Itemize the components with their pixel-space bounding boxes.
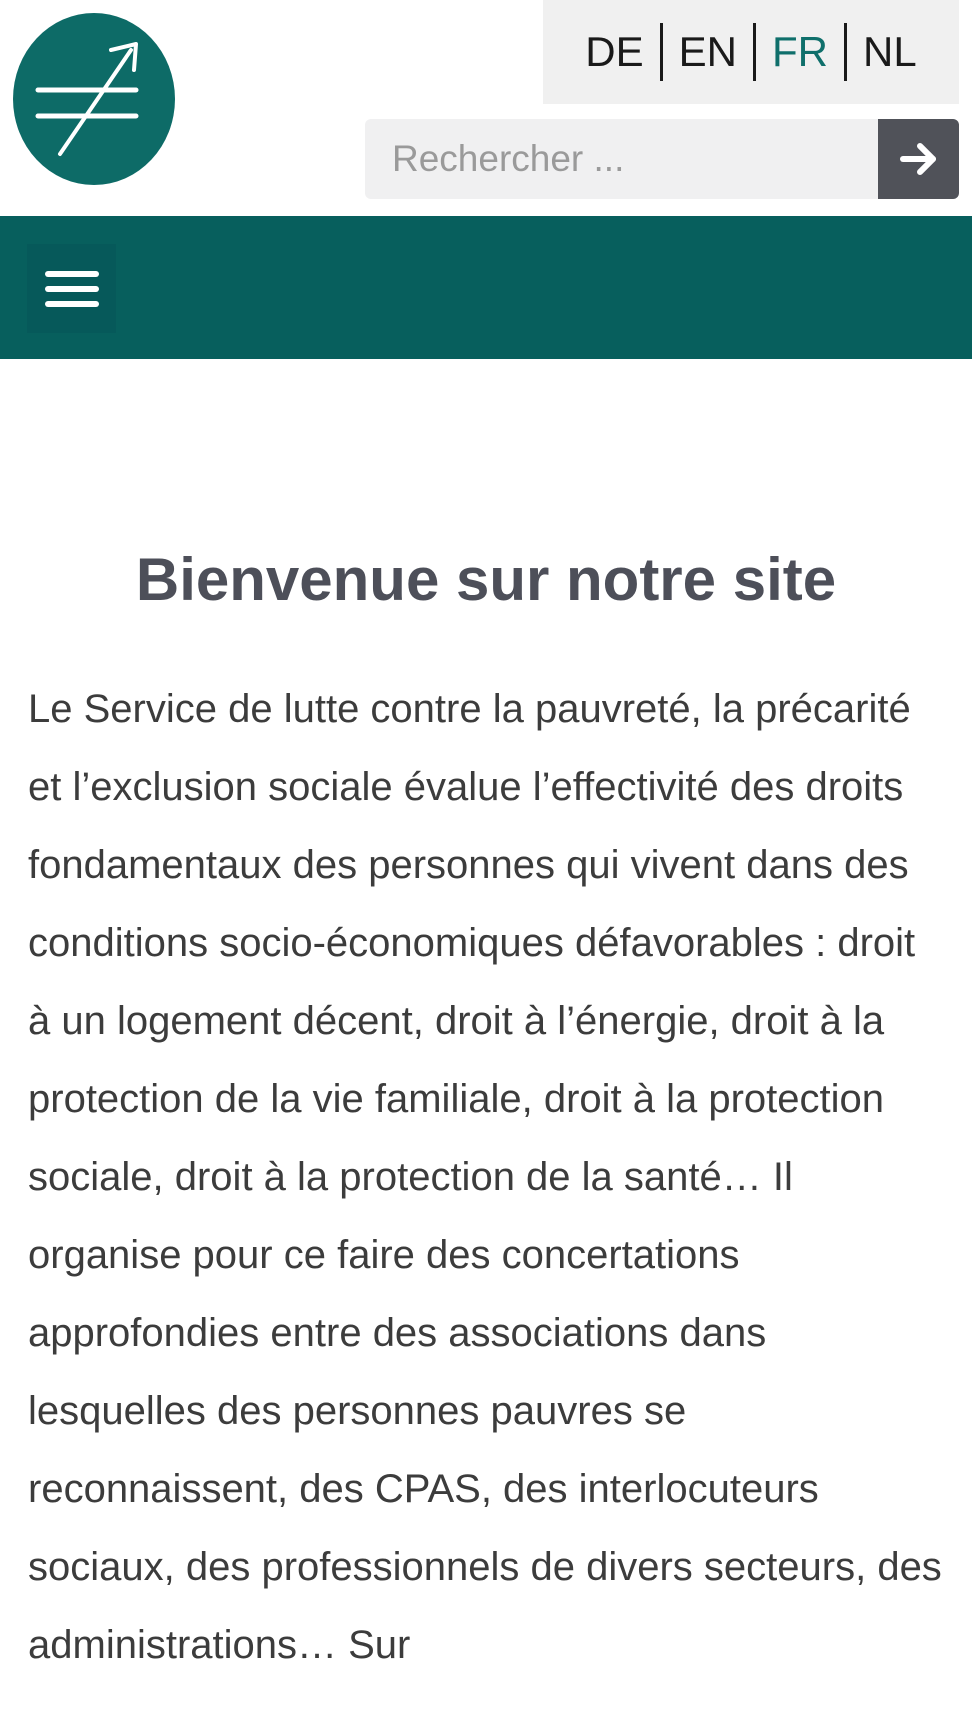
search-input[interactable] [365, 119, 879, 199]
menu-toggle-button[interactable] [27, 244, 116, 333]
site-header [0, 0, 972, 216]
search-submit-button[interactable] [878, 119, 959, 199]
arrow-right-icon [898, 138, 940, 180]
not-equal-arrow-logo-icon [12, 12, 176, 186]
intro-paragraph: Le Service de lutte contre la pauvreté, la précarité et l’exclusion sociale évalue l’effectivité des droits fondamentaux des personnes qui vivent dans des conditions socio-économiques défavorables : droit à un logement décent, droit à l’énergie, droit à la protection de la vie familiale, droit à la protection sociale, droit à la protection de la santé… Il organise pour ce faire des concertations approfondies entre des associations dans lesquelles des personnes pauvres se reconnaissent, des CPAS, des interlocuteurs sociaux, des professionnels de divers secteurs, des administrations… Sur [28, 687, 942, 1667]
language-switcher [543, 0, 959, 104]
lang-nl-link[interactable]: NL [863, 28, 917, 75]
page-title: Bienvenue sur notre site [135, 546, 837, 613]
lang-fr-link[interactable]: FR [772, 28, 828, 75]
lang-en-link[interactable]: EN [678, 28, 737, 75]
site-logo[interactable] [12, 12, 176, 186]
main-nav-bar [0, 216, 972, 359]
lang-de-link[interactable]: DE [585, 28, 644, 75]
hamburger-menu-icon [45, 269, 99, 309]
